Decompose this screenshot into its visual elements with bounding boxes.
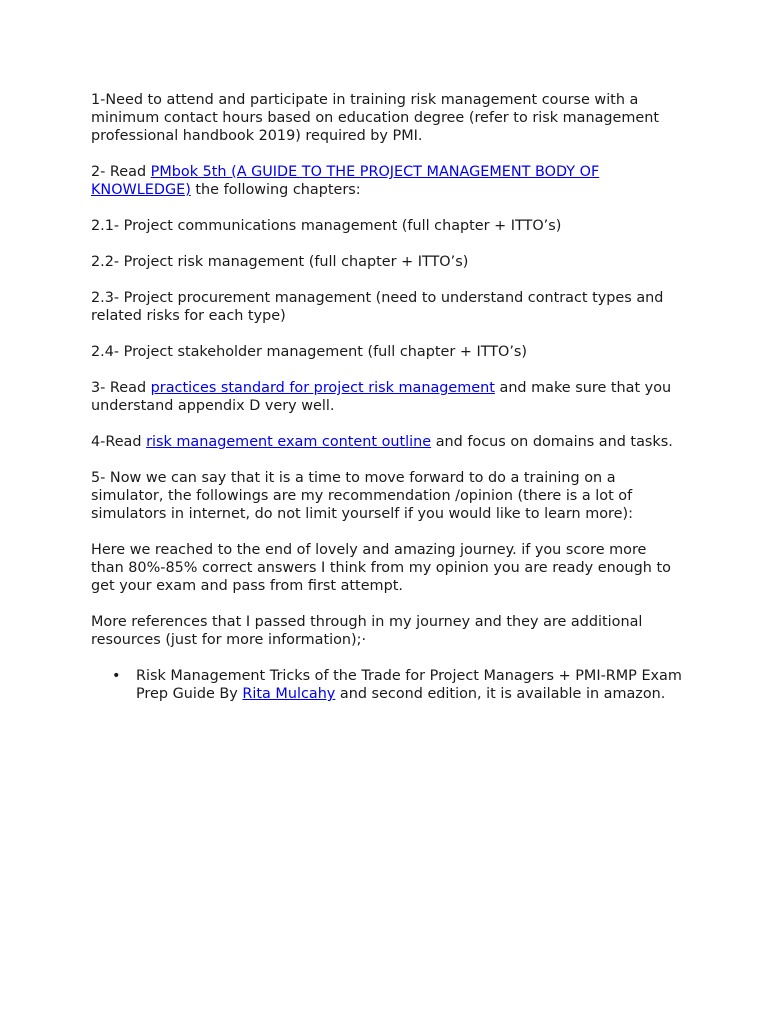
text-segment: 2.2- Project risk management (full chapter + ITTO’s) <box>91 254 469 270</box>
text-segment: Here we reached to the end of lovely and amazing journey. if you score more than 80%-85% correct answers I think from my opinion you are ready enough to get your exam and pass from first attempt. <box>91 542 671 594</box>
text-segment: the following chapters: <box>190 182 361 198</box>
text-segment: 2- Read <box>91 164 151 180</box>
text-segment: 3- Read <box>91 380 151 396</box>
paragraph-p5 <box>91 469 683 523</box>
paragraph-list <box>91 91 683 649</box>
paragraph-p6 <box>91 541 683 595</box>
paragraph-p3 <box>91 379 683 415</box>
document-body <box>91 91 683 703</box>
text-segment: 2.4- Project stakeholder management (full chapter + ITTO’s) <box>91 344 528 360</box>
paragraph-p1 <box>91 91 683 145</box>
paragraph-p4 <box>91 433 683 451</box>
reference-item <box>112 667 683 703</box>
text-segment: 4-Read <box>91 434 147 450</box>
text-segment: 2.3- Project procurement management (need to understand contract types and related risks for each type) <box>91 290 664 324</box>
text-segment: More references that I passed through in my journey and they are additional resources (just for more information);· <box>91 614 643 648</box>
text-segment: and second edition, it is available in amazon. <box>335 686 666 702</box>
paragraph-p2-2 <box>91 253 683 271</box>
link-practices-standard-for-project-risk-mana[interactable]: practices standard for project risk management <box>150 380 495 396</box>
text-segment: and make sure that you understand appendix D very well. <box>91 380 672 414</box>
text-segment: Risk Management Tricks of the Trade for Project Managers + PMI-RMP Exam Prep Guide By <box>136 668 682 702</box>
paragraph-p2-4 <box>91 343 683 361</box>
link-risk-management-exam-content-outline[interactable]: risk management exam content outline <box>146 434 432 450</box>
link-pmbok-5th-a-guide-to-the-project-managem[interactable]: PMbok 5th (A GUIDE TO THE PROJECT MANAGEMENT BODY OF KNOWLEDGE) <box>91 164 600 198</box>
paragraph-p7 <box>91 613 683 649</box>
paragraph-p2-1 <box>91 217 683 235</box>
paragraph-p2 <box>91 163 683 199</box>
bullet-icon: • <box>112 668 121 684</box>
text-segment: 2.1- Project communications management (full chapter + ITTO’s) <box>91 218 562 234</box>
link-rita-mulcahy[interactable]: Rita Mulcahy <box>242 686 336 702</box>
text-segment: and focus on domains and tasks. <box>431 434 673 450</box>
text-segment: 5- Now we can say that it is a time to move forward to do a training on a simulator, the followings are my recommendation /opinion (there is a lot of simulators in internet, do not limit yourself if you would like to learn more): <box>91 470 633 522</box>
text-segment: 1-Need to attend and participate in training risk management course with a minimum contact hours based on education degree (refer to risk management professional handbook 2019) required by PMI. <box>91 92 660 144</box>
paragraph-p2-3 <box>91 289 683 325</box>
reference-list <box>91 667 683 703</box>
